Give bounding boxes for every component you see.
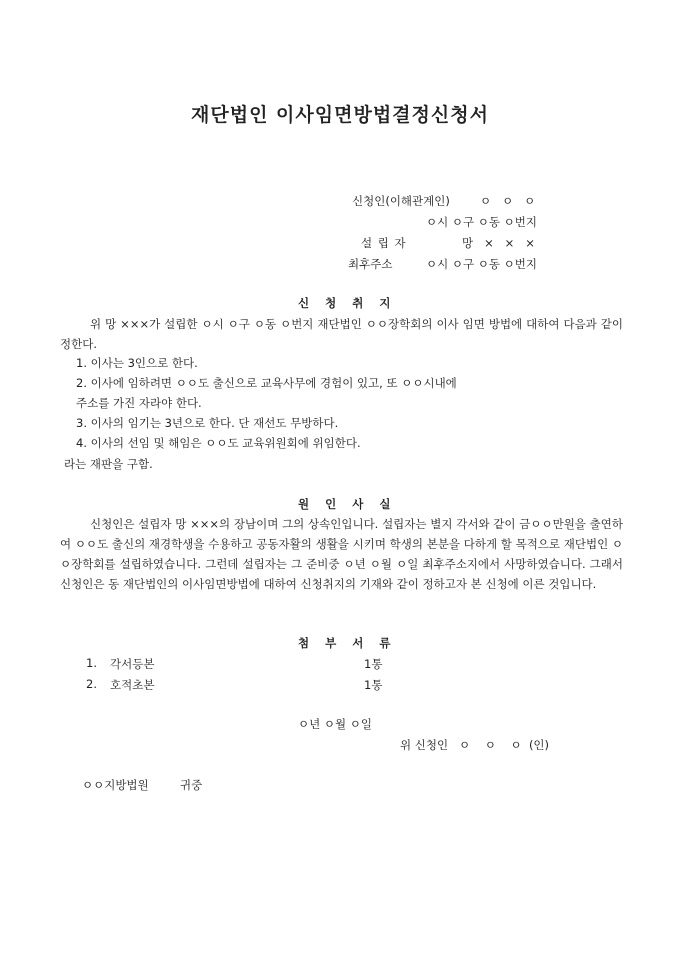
court-name: ㅇㅇ지방법원: [82, 778, 149, 792]
purpose-closing: 라는 재판을 구함.: [64, 457, 153, 471]
attachment-2-qty: 1통: [364, 678, 383, 692]
purpose-item-1: 1. 이사는 3인으로 한다.: [76, 356, 198, 370]
attachment-2-num: 2.: [86, 677, 97, 691]
founder-last-address: ㅇ시 ㅇ구 ㅇ동 ㅇ번지: [426, 257, 537, 271]
cause-body: [60, 514, 623, 594]
attachment-2-name: 호적초본: [110, 678, 155, 692]
attachment-1-num: 1.: [86, 656, 97, 670]
purpose-intro: [60, 314, 623, 354]
founder-label: 설 립 자: [361, 236, 407, 250]
purpose-item-2-cont: 주소를 가진 자라야 한다.: [76, 396, 202, 410]
applicant-address: ㅇ시 ㅇ구 ㅇ동 ㅇ번지: [426, 215, 537, 229]
applicant-signature: 위 신청인 ㅇ ㅇ ㅇ (인): [400, 738, 550, 752]
applicant-name: ㅇ ㅇ ㅇ: [480, 194, 536, 208]
purpose-intro-text: 위 망 ×××가 설립한 ㅇ시 ㅇ구 ㅇ동 ㅇ번지 재단법인 ㅇㅇ장학회의 이사 임면 방법에 대하여 다음과 같이 정한다.: [60, 317, 623, 351]
attachments-heading: 첨 부 서 류: [298, 636, 397, 650]
purpose-item-3: 3. 이사의 임기는 3년으로 한다. 단 재선도 무방하다.: [76, 416, 339, 430]
cause-heading: 원 인 사 실: [298, 497, 397, 511]
founder-name: 망 × × ×: [462, 236, 535, 250]
document-title: 재단법인 이사임면방법결정신청서: [191, 104, 489, 126]
attachment-1-qty: 1통: [364, 657, 383, 671]
attachment-1-name: 각서등본: [110, 657, 155, 671]
purpose-item-2: 2. 이사에 임하려면 ㅇㅇ도 출신으로 교육사무에 경험이 있고, 또 ㅇㅇ시내에: [76, 376, 457, 390]
founder-last-address-label: 최후주소: [348, 257, 393, 271]
cause-body-text: 신청인은 설립자 망 ×××의 장남이며 그의 상속인입니다. 설립자는 별지 각서와 같이 금ㅇㅇ만원을 출연하여 ㅇㅇ도 출신의 재경학생을 수용하고 공동자활의 생활을 시키며 학생의 본분을 다하게 할 목적으로 재단법인 ㅇㅇ장학회를 설립하였습니다. 그런데 설립자는 그 준비중 ㅇ년 ㅇ월 ㅇ일 최후주소지에서 사망하였습니다. 그래서 신청인은 동 재단법인의 이사임면방법에 대하여 신청취지의 기재와 같이 정하고자 본 신청에 이른 것입니다.: [60, 517, 623, 591]
applicant-label: 신청인(이해관계인): [352, 194, 450, 208]
purpose-item-4: 4. 이사의 선임 및 해임은 ㅇㅇ도 교육위원회에 위임한다.: [76, 436, 361, 450]
purpose-heading: 신 청 취 지: [298, 296, 397, 310]
document-date: ㅇ년 ㅇ월 ㅇ일: [298, 717, 372, 731]
court-suffix: 귀중: [180, 778, 203, 792]
